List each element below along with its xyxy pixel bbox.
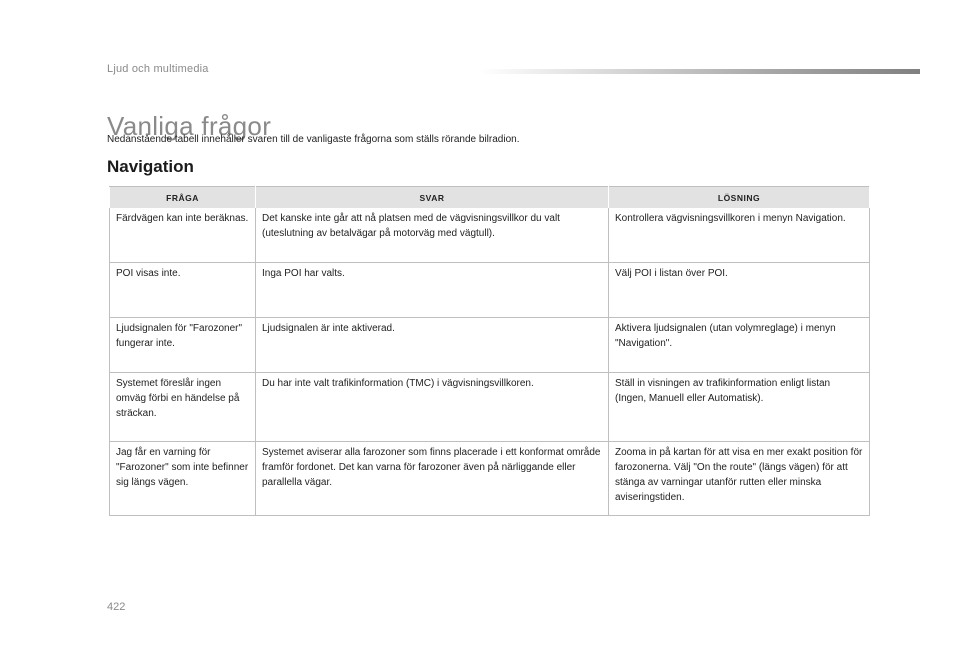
- column-header-question: FRÅGA: [110, 187, 256, 209]
- solution-cell: Zooma in på kartan för att visa en mer exakt position för farozonerna. Välj "On the route" (längs vägen) för att stänga av varningar utanför rutten eller minska aviseringstiden.: [609, 441, 870, 515]
- answer-cell: Ljudsignalen är inte aktiverad.: [256, 317, 609, 372]
- column-header-answer: SVAR: [256, 187, 609, 209]
- table-row: [110, 317, 870, 372]
- page-title: Vanliga frågor: [107, 111, 272, 142]
- page-number: 422: [107, 601, 126, 613]
- question-cell: Jag får en varning för "Farozoner" som inte befinner sig längs vägen.: [110, 441, 256, 515]
- answer-cell: Systemet aviserar alla farozoner som finns placerade i ett konformat område framför fordonet. Det kan varna för farozoner även på närliggande eller parallella vägar.: [256, 441, 609, 515]
- solution-cell: Välj POI i listan över POI.: [609, 262, 870, 317]
- header-rule: [480, 69, 920, 74]
- table-row: [110, 262, 870, 317]
- table-row: [110, 372, 870, 441]
- solution-cell: Kontrollera vägvisningsvillkoren i menyn Navigation.: [609, 208, 870, 262]
- subsection-title: Navigation: [107, 157, 194, 176]
- table-row: [110, 208, 870, 262]
- section-header: Ljud och multimedia: [107, 63, 209, 75]
- question-cell: POI visas inte.: [110, 262, 256, 317]
- solution-cell: Aktivera ljudsignalen (utan volymreglage) i menyn "Navigation".: [609, 317, 870, 372]
- question-cell: Ljudsignalen för "Farozoner" fungerar inte.: [110, 317, 256, 372]
- faq-table: [109, 186, 870, 516]
- answer-cell: Inga POI har valts.: [256, 262, 609, 317]
- table-header-row: [110, 187, 870, 209]
- question-cell: Färdvägen kan inte beräknas.: [110, 208, 256, 262]
- answer-cell: Du har inte valt trafikinformation (TMC) i vägvisningsvillkoren.: [256, 372, 609, 441]
- intro-text: Nedanstående tabell innehåller svaren till de vanligaste frågorna som ställs rörande bilradion.: [107, 134, 520, 145]
- solution-cell: Ställ in visningen av trafikinformation enligt listan (Ingen, Manuell eller Automatisk).: [609, 372, 870, 441]
- column-header-solution: LÖSNING: [609, 187, 870, 209]
- table-row: [110, 441, 870, 515]
- answer-cell: Det kanske inte går att nå platsen med de vägvisningsvillkor du valt (uteslutning av betalvägar på motorväg med vägtull).: [256, 208, 609, 262]
- question-cell: Systemet föreslår ingen omväg förbi en händelse på sträckan.: [110, 372, 256, 441]
